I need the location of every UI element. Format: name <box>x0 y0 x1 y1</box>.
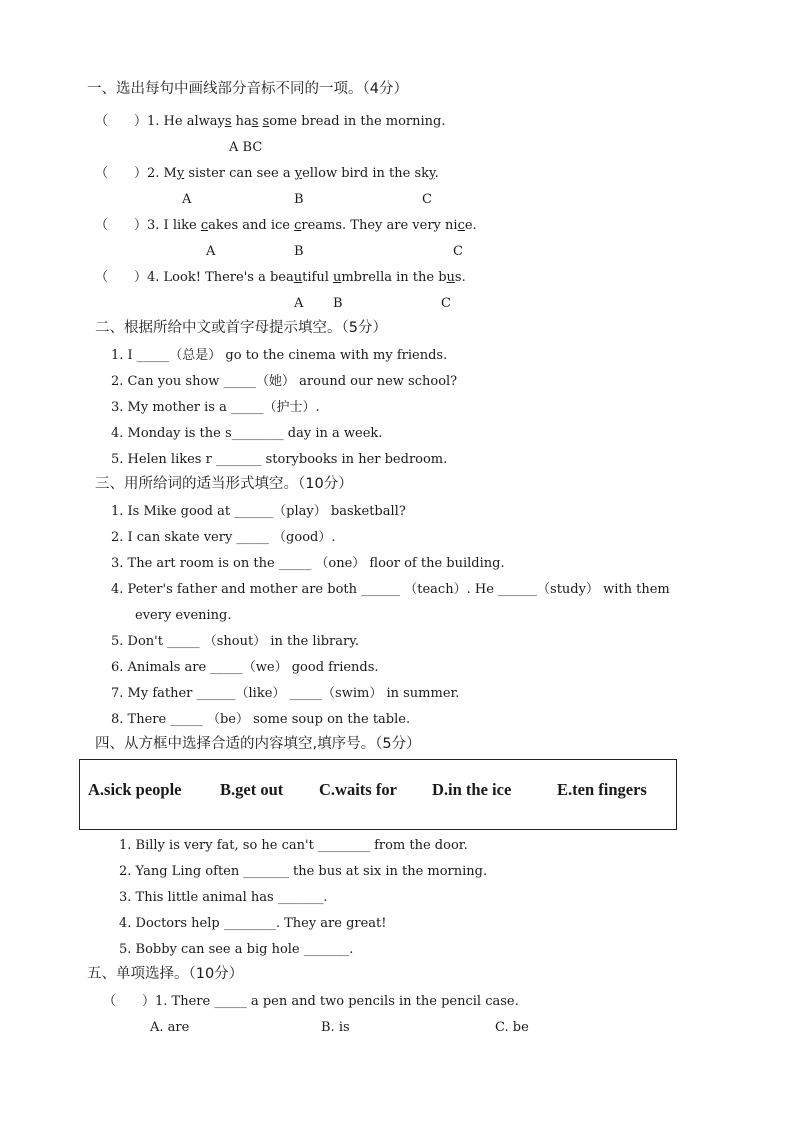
question-3-7: 7. My father ______（like） _____（swim） in summer. <box>111 686 460 701</box>
question-4-4: 4. Doctors help ________. They are great! <box>119 916 387 931</box>
question-4-2: 2. Yang Ling often _______ the bus at six in the morning. <box>119 864 488 879</box>
question-3-1: 1. Is Mike good at ______（play） basketball? <box>111 504 406 519</box>
option-c: C <box>441 296 451 311</box>
choice-b: B. is <box>321 1020 350 1035</box>
question-2-1: 1. I _____（总是） go to the cinema with my friends. <box>111 348 448 363</box>
question-3-4: 4. Peter's father and mother are both ______ （teach）. He ______（study） with them <box>111 582 670 597</box>
options-1-1: A BC <box>229 140 263 155</box>
answer-paren[interactable]: （ ） <box>95 218 148 233</box>
choice-c: C. be <box>495 1020 529 1035</box>
question-4-5: 5. Bobby can see a big hole _______. <box>119 942 354 957</box>
question-5-1: （ ）1. There _____ a pen and two pencils in the pencil case. <box>103 994 519 1009</box>
box-option-b: B.get out <box>220 780 284 799</box>
question-3-8: 8. There _____ （be） some soup on the table. <box>111 712 411 727</box>
section2-heading: 二、根据所给中文或首字母提示填空。（5分） <box>95 320 387 336</box>
question-1-3: （ ）3. I like cakes and ice creams. They are very nice. <box>95 218 477 233</box>
box-option-a: A.sick people <box>88 780 182 799</box>
option-b: B <box>333 296 343 311</box>
word-box <box>79 759 677 830</box>
question-1-4: （ ）4. Look! There's a beautiful umbrella in the bus. <box>95 270 466 285</box>
section4-heading: 四、从方框中选择合适的内容填空,填序号。（5分） <box>95 736 421 752</box>
box-option-e: E.ten fingers <box>557 780 647 799</box>
question-3-4-cont: every evening. <box>135 608 232 623</box>
box-option-d: D.in the ice <box>432 780 512 799</box>
option-a: A <box>206 244 216 259</box>
option-c: C <box>422 192 432 207</box>
question-3-3: 3. The art room is on the _____ （one） floor of the building. <box>111 556 505 571</box>
option-b: B <box>294 192 304 207</box>
box-option-c: C.waits for <box>319 780 397 799</box>
option-a: A <box>294 296 304 311</box>
question-2-5: 5. Helen likes r _______ storybooks in her bedroom. <box>111 452 448 467</box>
question-1-2: （ ）2. My sister can see a yellow bird in the sky. <box>95 166 439 181</box>
question-2-3: 3. My mother is a _____（护士）. <box>111 400 320 415</box>
answer-paren[interactable]: （ ） <box>95 270 148 285</box>
choice-a: A. are <box>150 1020 190 1035</box>
question-4-1: 1. Billy is very fat, so he can't ________ from the door. <box>119 838 468 853</box>
question-3-6: 6. Animals are _____（we） good friends. <box>111 660 379 675</box>
question-2-4: 4. Monday is the s________ day in a week. <box>111 426 383 441</box>
answer-paren[interactable]: （ ） <box>95 114 148 129</box>
question-2-2: 2. Can you show _____（她） around our new school? <box>111 374 458 389</box>
section1-heading: 一、选出每句中画线部分音标不同的一项。（4分） <box>87 81 408 97</box>
question-3-5: 5. Don't _____ （shout） in the library. <box>111 634 359 649</box>
section3-heading: 三、用所给词的适当形式填空。（10分） <box>95 476 353 492</box>
option-a: A <box>182 192 192 207</box>
option-b: B <box>294 244 304 259</box>
section5-heading: 五、单项选择。（10分） <box>87 966 244 982</box>
question-1-1: （ ）1. He always has some bread in the morning. <box>95 114 446 129</box>
option-c: C <box>453 244 463 259</box>
question-4-3: 3. This little animal has _______. <box>119 890 328 905</box>
question-3-2: 2. I can skate very _____ （good）. <box>111 530 336 545</box>
answer-paren[interactable]: （ ） <box>95 166 148 181</box>
